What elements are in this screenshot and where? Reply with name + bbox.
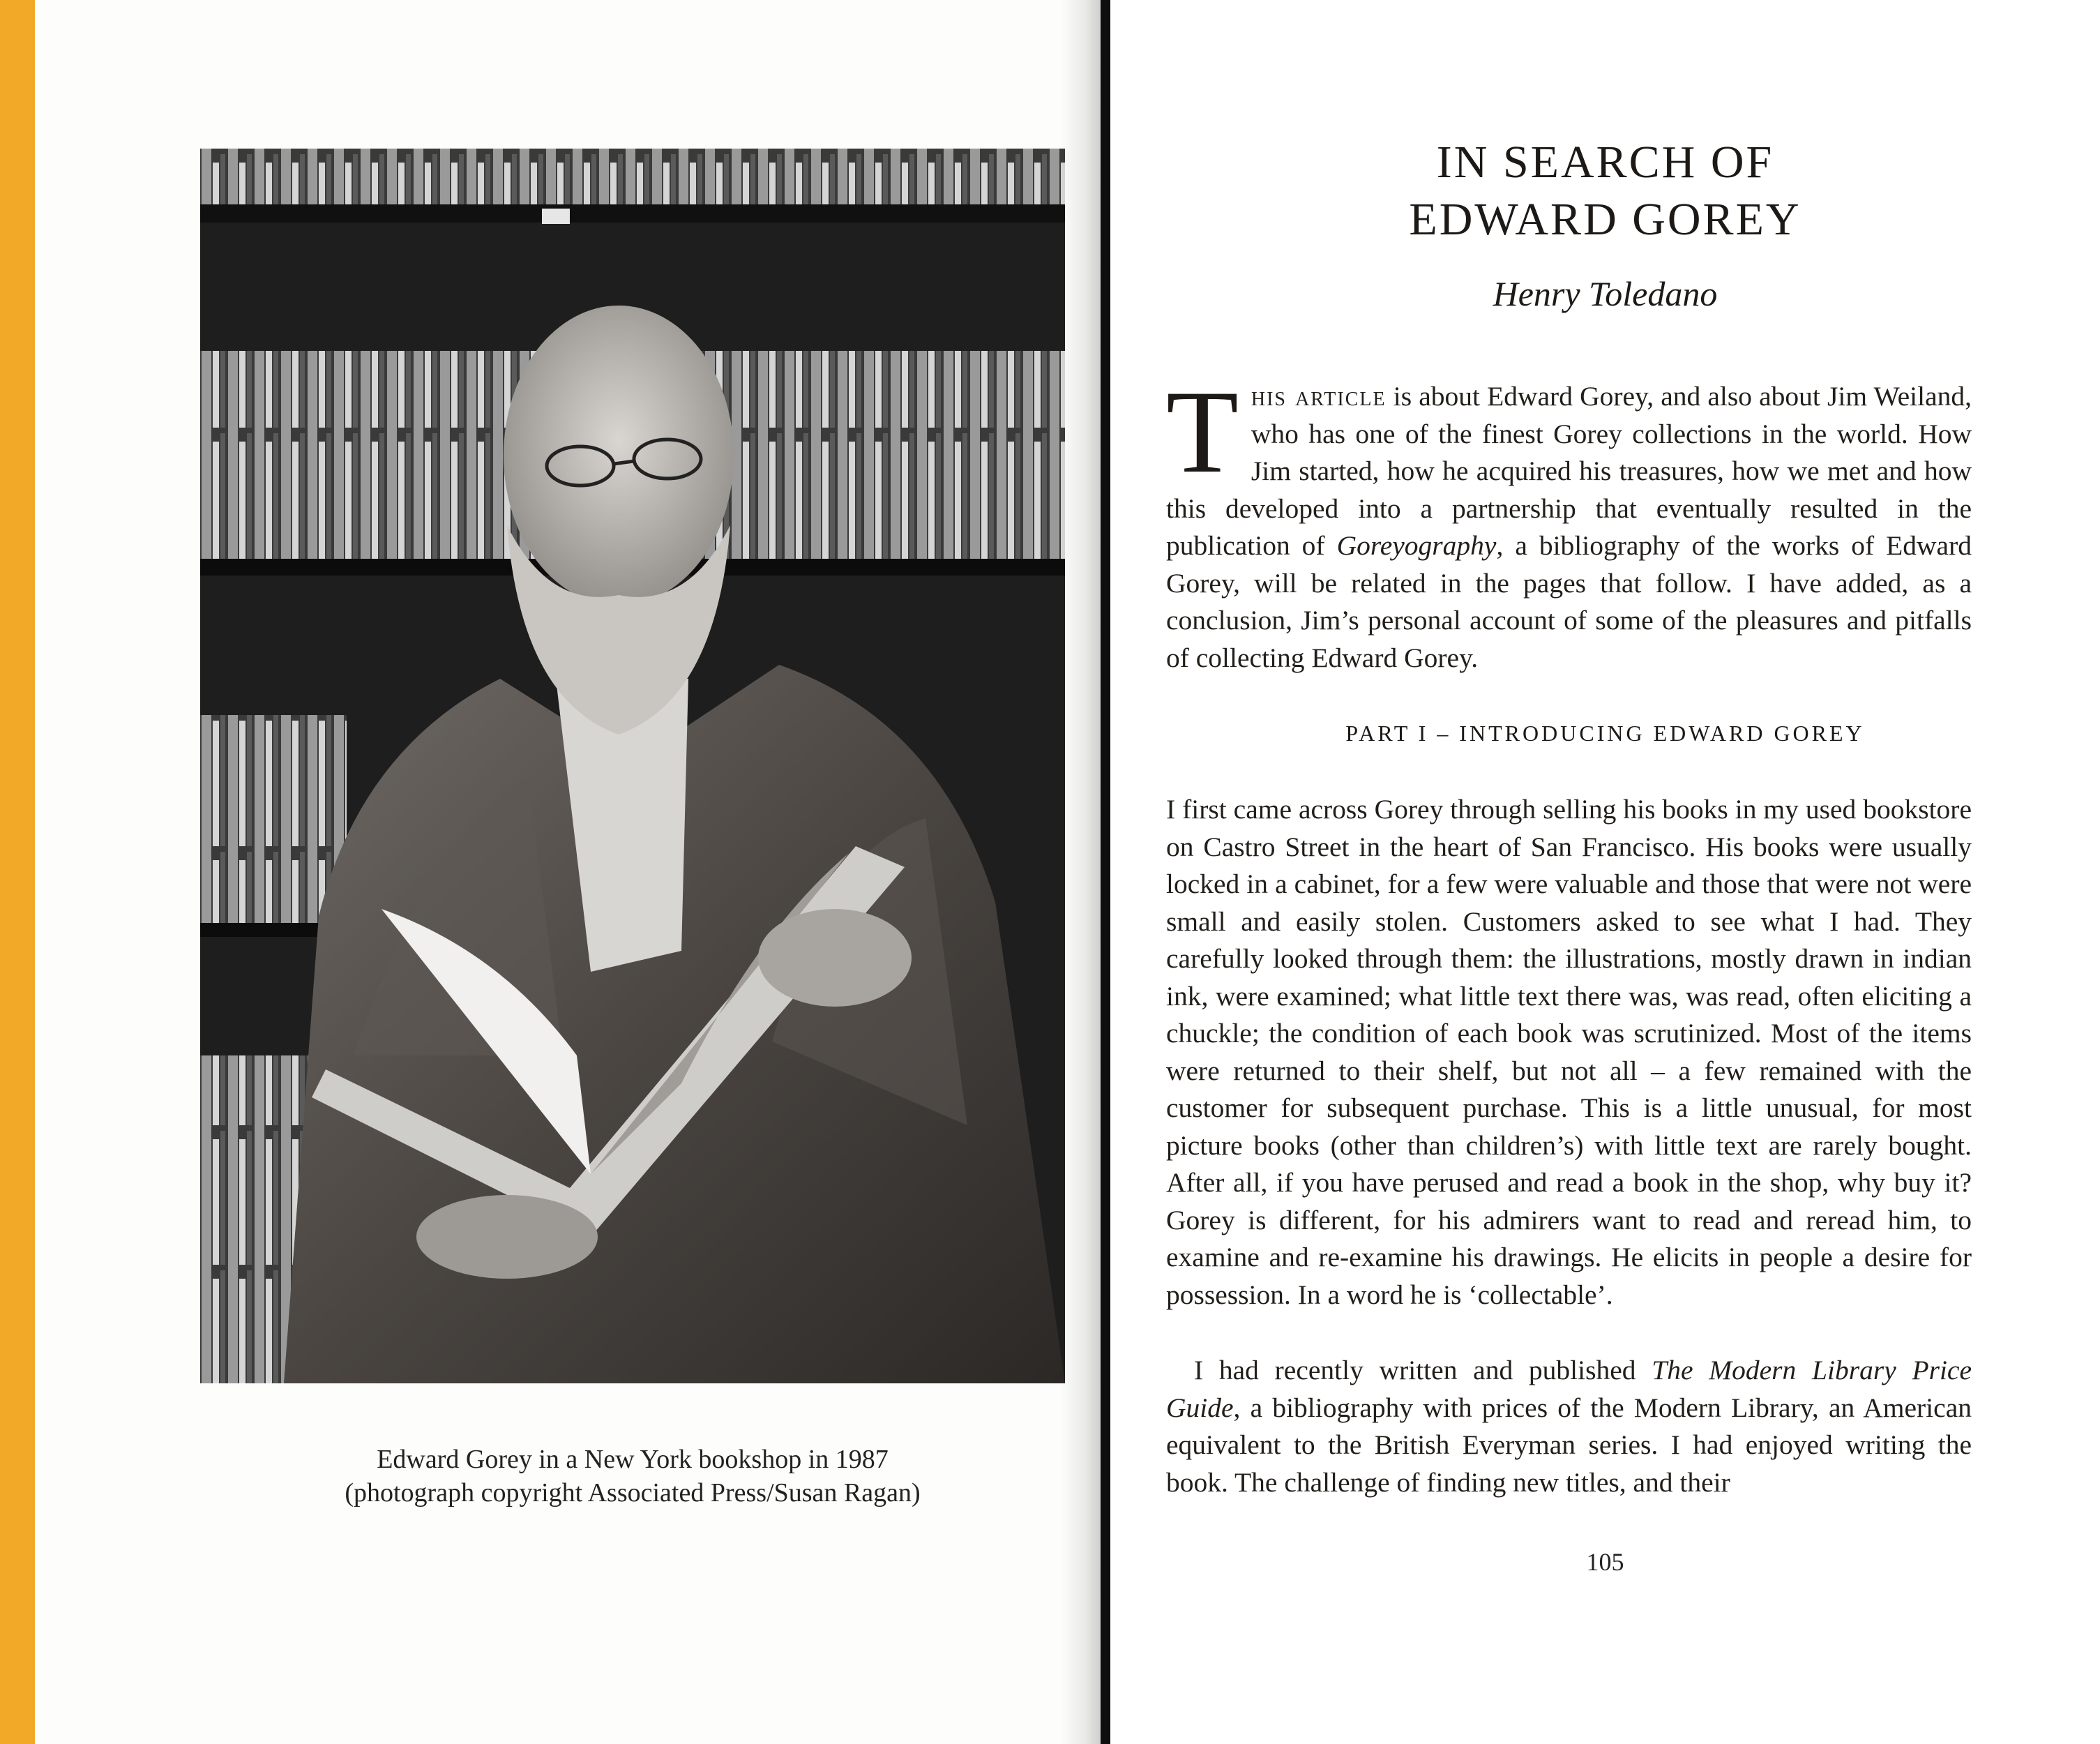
book-gutter bbox=[1101, 0, 1110, 1744]
left-page bbox=[35, 0, 1095, 1744]
section-heading: PART I – INTRODUCING EDWARD GOREY bbox=[1345, 721, 1865, 746]
paragraph-part1: I first came across Gorey through selling his books in my used bookstore on Castro Street in the heart of San Francisco. His books were usually locked in a cabinet, for a few were valuable and those that were not were small and easily stolen. Customers asked to see what I had. They carefully looked through them: the illustrations, mostly drawn in indian ink, were examined; what little text there was, was read, often eliciting a chuckle; the condition of each book was scrutinized. Most of the items were returned to their shelf, but not all – a few remained with the customer for subsequent purchase. This is a little unusual, for most picture books (other than children’s) with little text are rarely bought. After all, if you have perused and read a book in the shop, why buy it? Gorey is different, for his admirers want to read and reread him, to examine and re-examine his drawings. He elicits in people a desire for possession. In a word he is ‘collectable’. bbox=[1166, 794, 1972, 1310]
paragraph-price-guide bbox=[1166, 1352, 1972, 1501]
title-line-2: EDWARD GOREY bbox=[1409, 194, 1801, 245]
drop-cap: T bbox=[1166, 366, 1239, 497]
article-title bbox=[1110, 134, 2100, 248]
article-author: Henry Toledano bbox=[1493, 274, 1718, 313]
intro-italic-title: Goreyography bbox=[1336, 530, 1497, 561]
photo-edward-gorey bbox=[200, 149, 1065, 1383]
page-number: 105 bbox=[1586, 1548, 1624, 1576]
title-line-1: IN SEARCH OF bbox=[1436, 137, 1774, 188]
photo-illustration bbox=[200, 149, 1065, 1383]
intro-text-2: , a bibliography of the works of Edward Gorey, will be related in the pages that follow. I have added, as a conclusion, Jim’s personal account of some of the pleasures and pitfalls of collecting Edward Gorey. bbox=[1166, 530, 1972, 673]
paragraph-intro bbox=[1166, 366, 1972, 677]
cover-edge bbox=[0, 0, 35, 1744]
intro-smallcaps: his article bbox=[1251, 381, 1387, 412]
price-guide-italic-title: The Modern Library Price Guide bbox=[1166, 1355, 1972, 1423]
photo-caption bbox=[200, 1443, 1065, 1510]
price-guide-text-1: I had recently written and published bbox=[1194, 1355, 1652, 1385]
right-page bbox=[1110, 0, 2100, 1744]
price-guide-text-2: , a bibliography with prices of the Modern Library, an American equivalent to the British Everyman series. I had enjoyed writing the book. The challenge of finding new titles, and their bbox=[1166, 1392, 1972, 1498]
intro-text-1: is about Edward Gorey, and also about Jim Weiland, who has one of the finest Gorey collections in the world. How Jim started, how he acquired his treasures, how we met and how this developed into a partnership that eventually resulted in the publication of bbox=[1166, 381, 1972, 561]
gutter-shadow bbox=[1060, 0, 1102, 1744]
caption-line-2: (photograph copyright Associated Press/Susan Ragan) bbox=[345, 1478, 921, 1508]
caption-line-1: Edward Gorey in a New York bookshop in 1987 bbox=[377, 1445, 889, 1474]
